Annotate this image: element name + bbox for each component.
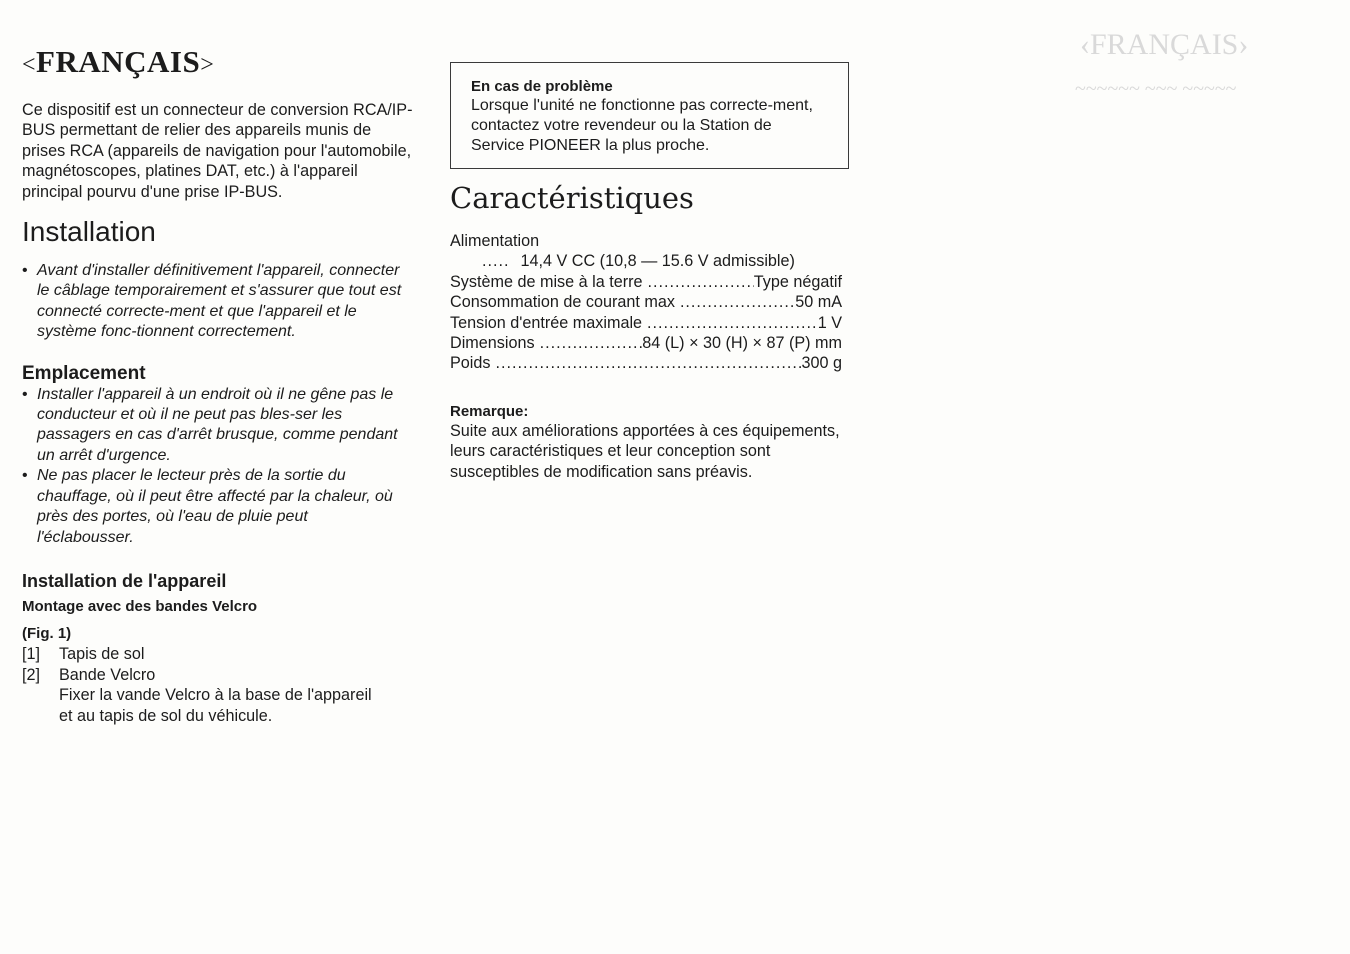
list-item [22, 644, 432, 665]
velcro-subheading: Montage avec des bandes Velcro [22, 597, 258, 615]
item-text: Bande Velcro [59, 665, 156, 684]
installation-heading: Installation [22, 216, 156, 248]
spec-label: Tension d'entrée maximale [450, 313, 643, 332]
velcro-note: Fixer la vande Velcro à la base de l'appareil et au tapis de sol du véhicule. [59, 686, 372, 725]
bleed-through-top [1180, 22, 1220, 23]
installation-bullet-text: Avant d'installer définitivement l'appareil, connecter le câblage temporairement et s'assurer que tout est connecté correcte-ment et que l'appareil et le système fonc-tionnent correctement. [37, 262, 402, 341]
appareil-heading: Installation de l'appareil [22, 570, 227, 591]
spec-value: 1 V [817, 313, 842, 332]
bleed-through-title: ~~~~~~ ~~~ ~~~~~ [1075, 78, 1237, 100]
dot-leader [491, 353, 802, 373]
dot-leader [643, 272, 754, 292]
dot-leader [482, 251, 515, 271]
dot-leader [675, 292, 795, 312]
item-number: [1] [22, 644, 40, 663]
middle-column [450, 62, 850, 482]
spec-label: Système de mise à la terre [450, 272, 643, 291]
emplacement-heading: Emplacement [22, 362, 146, 384]
bleed-through-heading: ‹FRANÇAIS› [1080, 28, 1249, 61]
emplacement-bullet-1-text: Installer l'appareil à un endroit où il ne gêne pas le conducteur et où il ne peut pas bles-ser les passagers en cas d'arrêt brusque, comme pendant un arrêt d'urgence. [37, 385, 398, 464]
problem-title: En cas de problème [471, 78, 613, 95]
problem-box [450, 62, 849, 169]
dot-leader [535, 333, 643, 353]
spec-row [450, 333, 842, 353]
bullet-dot: • [22, 262, 28, 280]
emplacement-bullet-2 [22, 466, 407, 548]
intro-paragraph: Ce dispositif est un connecteur de conversion RCA/IP-BUS permettant de relier des appareils munis de prises RCA (appareils de navigation pour l'automobile, magnétoscopes, platines DAT, etc.) à l'appareil principal pourvu d'une prise IP-BUS. [22, 101, 413, 201]
spec-label: Consommation de courant max [450, 293, 675, 312]
spec-label: Poids [450, 354, 491, 373]
item-text: Tapis de sol [59, 644, 145, 663]
remark-title: Remarque: [450, 402, 529, 420]
spec-value: Type négatif [753, 272, 842, 291]
spec-value: 50 mA [795, 293, 842, 312]
spec-row [450, 353, 842, 373]
emplacement-bullet-2-text: Ne pas placer le lecteur près de la sortie du chauffage, où il peut être affecté par la chaleur, où près des portes, où l'eau de pluie peut l'éclabousser. [37, 467, 393, 546]
emplacement-bullet-1 [22, 385, 407, 467]
spec-value: 300 g [801, 354, 842, 373]
spec-row-alimentation [450, 251, 842, 271]
list-item [22, 665, 432, 686]
remark-text: Suite aux améliorations apportées à ces équipements, leurs caractéristiques et leur conception sont susceptibles de modification sans préavis. [450, 421, 840, 481]
spec-row [450, 272, 842, 292]
spec-row [450, 313, 842, 333]
specs-heading: Caractéristiques [450, 181, 694, 215]
installation-bullet [22, 261, 412, 343]
language-title: <FRANÇAIS> [22, 44, 215, 79]
left-column [22, 44, 432, 726]
spec-value: 84 (L) × 30 (H) × 87 (P) mm [642, 334, 842, 353]
problem-text: Lorsque l'unité ne fonctionne pas correcte-ment, contactez votre revendeur ou la Station de Service PIONEER la plus proche. [471, 97, 813, 154]
spec-label: Dimensions [450, 334, 535, 353]
item-number: [2] [22, 665, 40, 684]
fig-reference: (Fig. 1) [22, 624, 72, 642]
bullet-dot: • [22, 385, 28, 403]
spec-label-alimentation: Alimentation [450, 232, 540, 250]
spec-value: 14,4 V CC (10,8 — 15.6 V admissible) [520, 252, 795, 271]
spec-row [450, 292, 842, 312]
dot-leader [642, 313, 818, 333]
bullet-dot: • [22, 467, 28, 485]
